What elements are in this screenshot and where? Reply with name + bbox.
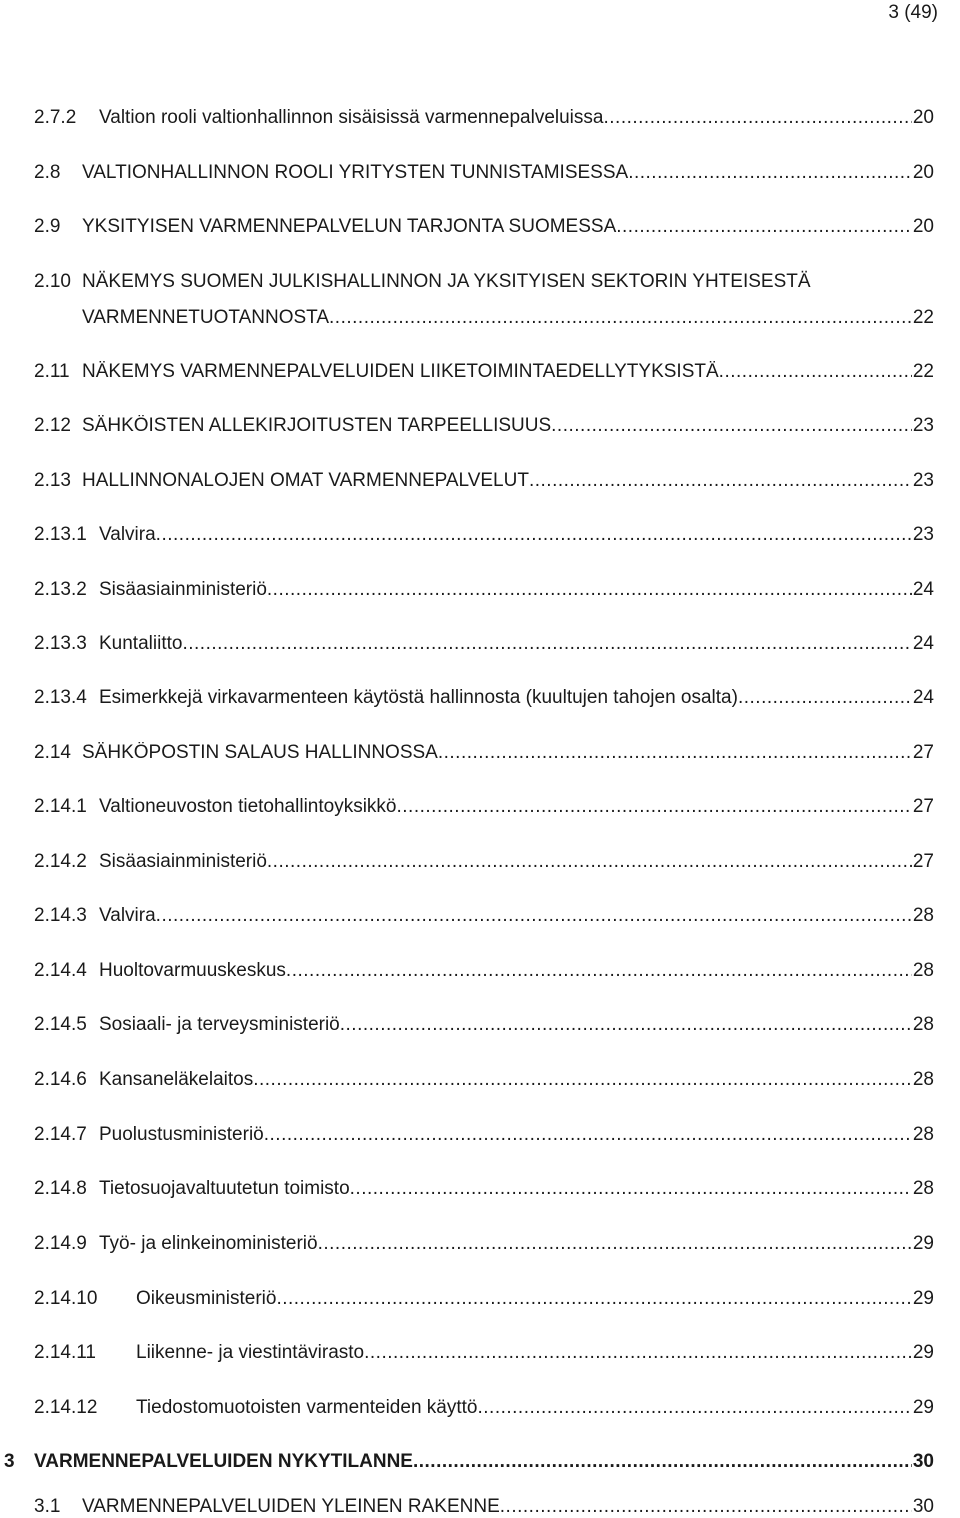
toc-entry-title: VARMENNETUOTANNOSTA [82, 307, 330, 328]
toc-dot-leader [156, 524, 912, 546]
toc-entry-page: 20 [912, 107, 934, 128]
toc-entry-2-14-7[interactable] [0, 1124, 960, 1146]
toc-entry-number: 2.14.1 [34, 796, 87, 817]
toc-dot-leader [413, 1451, 912, 1473]
toc-entry-3[interactable] [0, 1451, 960, 1473]
toc-dot-leader [364, 1342, 912, 1364]
toc-entry-title: Oikeusministeriö [136, 1288, 277, 1309]
toc-entry-number: 2.7.2 [34, 107, 77, 128]
toc-entry-2-11[interactable] [0, 361, 960, 383]
toc-entry-page: 29 [912, 1233, 934, 1254]
toc-dot-leader [318, 1233, 912, 1255]
toc-dot-leader [156, 905, 912, 927]
toc-entry-page: 28 [912, 1069, 934, 1090]
toc-dot-leader [477, 1397, 911, 1419]
toc-entry-2-14-5[interactable] [0, 1014, 960, 1036]
toc-entry-number: 2.14.9 [34, 1233, 87, 1254]
toc-entry-page: 27 [912, 742, 934, 763]
toc-entry-title: Valvira [99, 905, 156, 926]
toc-dot-leader [286, 960, 912, 982]
toc-entry-2-13-1[interactable] [0, 524, 960, 546]
toc-dot-leader [182, 633, 911, 655]
toc-entry-title: HALLINNONALOJEN OMAT VARMENNEPALVELUT [82, 470, 529, 491]
toc-entry-page: 23 [912, 524, 934, 545]
toc-entry-title: Puolustusministeriö [99, 1124, 264, 1145]
toc-entry-number: 2.13.3 [34, 633, 87, 654]
toc-entry-number: 2.10 [34, 271, 71, 292]
toc-entry-2-14-6[interactable] [0, 1069, 960, 1091]
toc-entry-page: 28 [912, 1178, 934, 1199]
toc-entry-2-13-2[interactable] [0, 579, 960, 601]
toc-entry-number: 2.12 [34, 415, 71, 436]
toc-entry-title: SÄHKÖISTEN ALLEKIRJOITUSTEN TARPEELLISUUS [82, 415, 552, 436]
toc-entry-title: SÄHKÖPOSTIN SALAUS HALLINNOSSA [82, 742, 438, 763]
toc-entry-page: 30 [912, 1451, 934, 1472]
toc-entry-page: 29 [912, 1397, 934, 1418]
toc-entry-2-14-3[interactable] [0, 905, 960, 927]
toc-entry-title: Esimerkkejä virkavarmenteen käytöstä hallinnosta (kuultujen tahojen osalta) [99, 687, 738, 708]
toc-entry-2-14-11[interactable] [0, 1342, 960, 1364]
toc-entry-page: 29 [912, 1288, 934, 1309]
toc-entry-title: YKSITYISEN VARMENNEPALVELUN TARJONTA SUOMESSA [82, 216, 617, 237]
toc-dot-leader [500, 1496, 912, 1518]
toc-entry-number: 2.14.11 [34, 1342, 96, 1363]
toc-entry-page: 20 [912, 216, 934, 237]
toc-dot-leader [340, 1014, 912, 1036]
toc-entry-title: NÄKEMYS VARMENNEPALVELUIDEN LIIKETOIMINTAEDELLYTYKSISTÄ [82, 361, 719, 382]
toc-entry-page: 27 [912, 796, 934, 817]
toc-dot-leader [329, 307, 912, 329]
toc-entry-title: VARMENNEPALVELUIDEN NYKYTILANNE [34, 1451, 413, 1472]
toc-entry-3-1[interactable] [0, 1496, 960, 1518]
toc-entry-2-14-9[interactable] [0, 1233, 960, 1255]
toc-dot-leader [529, 470, 912, 492]
toc-entry-page: 29 [912, 1342, 934, 1363]
toc-entry-number: 2.13 [34, 470, 71, 491]
toc-entry-number: 2.14.2 [34, 851, 87, 872]
toc-entry-number: 2.11 [34, 361, 70, 382]
toc-entry-title: Sisäasiainministeriö [99, 851, 267, 872]
toc-entry-number: 3.1 [34, 1496, 61, 1517]
toc-entry-2-14-8[interactable] [0, 1178, 960, 1200]
toc-entry-number: 2.8 [34, 162, 61, 183]
toc-entry-number: 2.14.4 [34, 960, 87, 981]
toc-entry-2-7-2[interactable] [0, 107, 960, 129]
toc-entry-title: Valtioneuvoston tietohallintoyksikkö [99, 796, 397, 817]
toc-entry-2-13-3[interactable] [0, 633, 960, 655]
toc-entry-title: Tiedostomuotoisten varmenteiden käyttö [136, 1397, 478, 1418]
toc-entry-number: 2.14.12 [34, 1397, 98, 1418]
toc-entry-title: Huoltovarmuuskeskus [99, 960, 286, 981]
toc-entry-2-10-line1[interactable] [0, 271, 960, 293]
toc-entry-number: 2.14.7 [34, 1124, 87, 1145]
toc-entry-number: 2.14.6 [34, 1069, 87, 1090]
toc-entry-2-12[interactable] [0, 415, 960, 437]
toc-entry-number: 2.14.3 [34, 905, 87, 926]
toc-entry-page: 20 [912, 162, 934, 183]
toc-dot-leader [267, 851, 912, 873]
toc-dot-leader [438, 742, 912, 764]
toc-entry-number: 2.13.1 [34, 524, 87, 545]
toc-entry-page: 28 [912, 905, 934, 926]
toc-entry-number: 2.14.5 [34, 1014, 87, 1035]
toc-entry-page: 30 [912, 1496, 934, 1517]
toc-entry-page: 27 [912, 851, 934, 872]
toc-entry-title: Valtion rooli valtionhallinnon sisäisissä varmennepalveluissa [99, 107, 604, 128]
toc-entry-page: 28 [912, 1014, 934, 1035]
toc-entry-page: 23 [912, 415, 934, 436]
toc-dot-leader [264, 1124, 912, 1146]
toc-entry-title: Sosiaali- ja terveysministeriö [99, 1014, 340, 1035]
toc-dot-leader [616, 216, 912, 238]
toc-entry-title: Tietosuojavaltuutetun toimisto [99, 1178, 350, 1199]
toc-entry-page: 24 [912, 633, 934, 654]
toc-entry-title: Valvira [99, 524, 156, 545]
toc-entry-2-8[interactable] [0, 162, 960, 184]
toc-entry-2-9[interactable] [0, 216, 960, 238]
toc-dot-leader [253, 1069, 912, 1091]
toc-entry-title: Työ- ja elinkeinoministeriö [99, 1233, 318, 1254]
toc-entry-page: 24 [912, 687, 934, 708]
toc-entry-page: 23 [912, 470, 934, 491]
toc-entry-2-14-1[interactable] [0, 796, 960, 818]
toc-entry-title: VARMENNEPALVELUIDEN YLEINEN RAKENNE [82, 1496, 500, 1517]
toc-dot-leader [350, 1178, 912, 1200]
toc-entry-title: Kansaneläkelaitos [99, 1069, 254, 1090]
toc-entry-2-13[interactable] [0, 470, 960, 492]
toc-entry-number: 3 [4, 1451, 15, 1472]
toc-entry-2-14-2[interactable] [0, 851, 960, 873]
toc-entry-page: 28 [912, 960, 934, 981]
toc-dot-leader [738, 687, 912, 709]
toc-entry-title: Sisäasiainministeriö [99, 579, 267, 600]
toc-entry-page: 24 [912, 579, 934, 600]
toc-entry-title-line1: NÄKEMYS SUOMEN JULKISHALLINNON JA YKSITYISEN SEKTORIN YHTEISESTÄ [82, 271, 811, 292]
toc-dot-leader [628, 162, 912, 184]
toc-entry-title: Kuntaliitto [99, 633, 183, 654]
toc-entry-number: 2.14.10 [34, 1288, 98, 1309]
toc-dot-leader [276, 1288, 911, 1310]
toc-entry-2-13-4[interactable] [0, 687, 960, 709]
toc-entry-page: 22 [912, 361, 934, 382]
toc-entry-number: 2.13.4 [34, 687, 87, 708]
toc-entry-2-14-10[interactable] [0, 1288, 960, 1310]
page-number: 3 (49) [888, 2, 938, 23]
toc-dot-leader [267, 579, 912, 601]
toc-entry-number: 2.14.8 [34, 1178, 87, 1199]
toc-entry-page: 28 [912, 1124, 934, 1145]
toc-entry-2-14-4[interactable] [0, 960, 960, 982]
toc-entry-title: Liikenne- ja viestintävirasto [136, 1342, 365, 1363]
toc-entry-page: 22 [912, 307, 934, 328]
toc-dot-leader [551, 415, 912, 437]
toc-entry-number: 2.9 [34, 216, 61, 237]
toc-entry-number: 2.13.2 [34, 579, 87, 600]
toc-entry-number: 2.14 [34, 742, 71, 763]
toc-dot-leader [603, 107, 911, 129]
toc-dot-leader [397, 796, 912, 818]
toc-entry-title: VALTIONHALLINNON ROOLI YRITYSTEN TUNNISTAMISESSA [82, 162, 629, 183]
toc-dot-leader [719, 361, 912, 383]
toc-entry-2-10-line2[interactable] [0, 307, 960, 329]
toc-entry-2-14[interactable] [0, 742, 960, 764]
toc-entry-2-14-12[interactable] [0, 1397, 960, 1419]
